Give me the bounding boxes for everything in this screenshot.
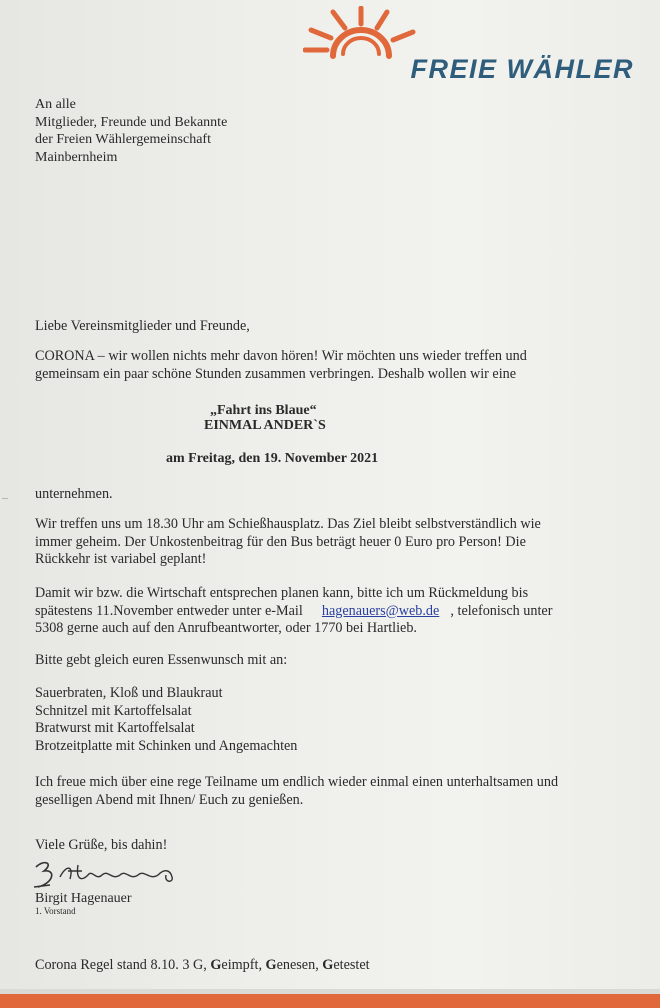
address-line: An alle	[35, 97, 76, 112]
logo-text: FREIE WÄHLER	[410, 54, 634, 84]
closing-line: Ich freue mich über eine rege Teilname um endlich wieder einmal einen unterhaltsamen und	[35, 774, 559, 790]
corona-text: eimpft,	[221, 957, 266, 973]
corona-text: etestet	[333, 957, 370, 973]
signature-name: Birgit Hagenauer	[35, 891, 132, 906]
sun-icon	[303, 6, 423, 66]
corona-initial: G	[210, 957, 222, 973]
meeting-line: Wir treffen uns um 18.30 Uhr am Schießhausplatz. Das Ziel bleibt selbstverständlich wie	[35, 516, 541, 532]
food-options-list	[35, 685, 297, 755]
food-prompt: Bitte gebt gleich euren Essenwunsch mit an:	[35, 652, 288, 668]
food-option: Bratwurst mit Kartoffelsalat	[35, 720, 195, 736]
email-link[interactable]: hagenauers@web.de	[321, 602, 440, 619]
after-date-text: unternehmen.	[35, 486, 113, 502]
intro-line: gemeinsam ein paar schöne Stunden zusammen verbringen. Deshalb wollen wir eine	[35, 365, 517, 382]
address-line: der Freien Wählergemeinschaft	[35, 132, 211, 147]
corona-text: Corona Regel stand 8.10. 3 G,	[35, 957, 211, 973]
registration-text: , telefonisch unter	[450, 602, 553, 619]
food-option: Brotzeitplatte mit Schinken und Angemachten	[35, 737, 298, 754]
registration-paragraph	[35, 585, 552, 638]
closing-line: geselligen Abend mit Ihnen/ Euch zu genießen.	[35, 791, 304, 808]
corona-text: enesen,	[276, 957, 323, 973]
farewell: Viele Grüße, bis dahin!	[35, 837, 168, 853]
registration-line: 5308 gerne auch auf den Anrufbeantworter, oder 1770 bei Hartlieb.	[35, 620, 417, 636]
freie-waehler-logo	[303, 6, 648, 86]
corona-initial: G	[322, 957, 334, 973]
recipient-address	[35, 96, 227, 166]
address-line: Mitglieder, Freunde und Bekannte	[35, 114, 228, 130]
address-line: Mainbernheim	[35, 149, 118, 165]
meeting-line: immer geheim. Der Unkostenbeitrag für den Bus beträgt heuer 0 Euro pro Person! Die	[35, 533, 526, 550]
event-subtitle: EINMAL ANDER`S	[204, 418, 326, 433]
closing-paragraph	[35, 774, 558, 809]
intro-paragraph	[35, 348, 527, 383]
corona-initial: G	[265, 957, 277, 973]
corona-rule	[35, 957, 370, 975]
food-option: Sauerbraten, Kloß und Blaukraut	[35, 685, 223, 701]
meeting-paragraph	[35, 516, 541, 569]
footer-bar	[0, 994, 660, 1008]
event-date: am Freitag, den 19. November 2021	[166, 451, 379, 466]
signature-role: 1. Vorstand	[35, 906, 76, 916]
meeting-line: Rückkehr ist variabel geplant!	[35, 551, 207, 567]
registration-text: spätestens 11.November entweder unter e-Mail	[35, 602, 303, 619]
greeting: Liebe Vereinsmitglieder und Freunde,	[35, 318, 250, 334]
registration-line: Damit wir bzw. die Wirtschaft entsprechen planen kann, bitte ich um Rückmeldung bis	[35, 585, 529, 601]
handwritten-signature	[30, 857, 190, 893]
registration-line	[35, 603, 552, 621]
intro-line: CORONA – wir wollen nichts mehr davon hören! Wir möchten uns wieder treffen und	[35, 348, 527, 364]
food-option: Schnitzel mit Kartoffelsalat	[35, 702, 192, 719]
event-title: „Fahrt ins Blaue“	[210, 403, 317, 418]
fold-mark: –	[2, 490, 8, 504]
